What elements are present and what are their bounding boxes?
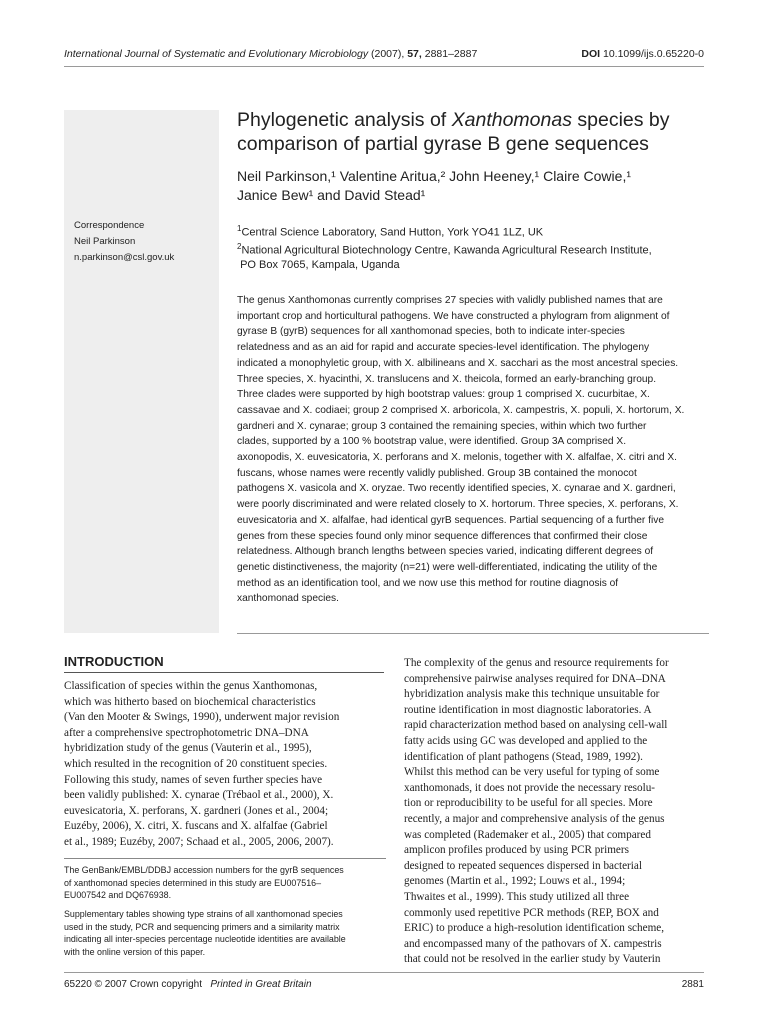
journal-pages: 2881–2887 (424, 48, 478, 60)
running-header (64, 48, 704, 60)
body-text-line: ERIC) to produce a high-resolution identification scheme, (404, 922, 665, 935)
journal-volume: 57, (407, 48, 422, 60)
body-text-line: commonly used repetitive PCR methods (REP, BOX and (404, 906, 659, 919)
body-text-line: Following this study, names of seven further species have (64, 773, 323, 786)
body-text-line: (Van den Mooter & Swings, 1990), underwent major revision (64, 711, 340, 724)
body-text-line: routine identification in most diagnostic laboratories. A (404, 703, 652, 716)
article-title (237, 108, 707, 156)
body-text-line: genomes (Martin et al., 1992; Louws et al., 1994; (404, 875, 626, 888)
copyright-text: 65220 © 2007 Crown copyright (64, 979, 203, 990)
body-text-line: The complexity of the genus and resource requirements for (404, 657, 669, 669)
abstract-line: gardneri and X. cynarae; group 3 contained the remaining species, within which two further (237, 420, 647, 432)
authors-line-1: Neil Parkinson,¹ Valentine Aritua,² John Heeney,¹ Claire Cowie,¹ (237, 168, 631, 184)
body-text-line: rapid characterization method based on analysing cell-wall (404, 719, 668, 732)
footnote-line: EU007542 and DQ676938. (64, 890, 172, 900)
footnote-line: with the online version of this paper. (64, 946, 206, 957)
body-text-line: euvesicatoria, X. perforans, X. gardneri (Jones et al., 2004; (64, 804, 329, 817)
body-text-line: designed to repeated sequences dispersed in bacterial (404, 859, 642, 872)
abstract-line: xanthomonad species. (237, 593, 339, 605)
affiliation-1-number: 1 (237, 224, 242, 233)
body-text-line: that could not be resolved in the earlier study by Vauterin (404, 953, 661, 966)
authors-line-2: Janice Bew¹ and David Stead¹ (237, 187, 426, 203)
page-number: 2881 (681, 979, 704, 990)
section-rule (64, 672, 384, 673)
doi-value: 10.1099/ijs.0.65220-0 (603, 48, 704, 60)
affiliation-1 (237, 222, 543, 240)
body-text-line: recently, a major and comprehensive analysis of the genus (404, 812, 665, 825)
body-text-line: Classification of species within the genus Xanthomonas, (64, 680, 318, 692)
body-column-left (64, 679, 386, 851)
affiliation-2-text-2: PO Box 7065, Kampala, Uganda (240, 258, 400, 271)
abstract-line: Three species, X. hyacinthi, X. translucens and X. theicola, formed an early-branching group. (237, 373, 657, 385)
correspondence-name: Neil Parkinson (74, 236, 136, 247)
body-text-line: which was hitherto based on biochemical characteristics (64, 695, 316, 708)
header-rule (64, 66, 704, 67)
body-text-line: amplicon profiles produced by using PCR primers (404, 844, 629, 857)
footnote-rule (64, 858, 386, 859)
title-genus: Xanthomonas (451, 109, 572, 131)
affiliation-2-number: 2 (237, 242, 242, 251)
footer-copyright (64, 979, 312, 990)
abstract-line: were poorly discriminated and were related closely to X. hortorum. Three species, X. perforans, X. (237, 499, 679, 511)
abstract-line: cassavae and X. codiaei; group 2 comprised X. arboricola, X. campestris, X. populi, X. hortorum, X. (237, 404, 685, 416)
body-text-line: after a comprehensive spectrophotometric DNA–DNA (64, 726, 309, 739)
body-text-line: Thwaites et al., 1999). This study utilized all three (404, 890, 630, 903)
affiliation-2 (237, 240, 652, 272)
correspondence-email: n.parkinson@csl.gov.uk (74, 252, 175, 263)
footnote-supplementary (64, 908, 389, 958)
body-text-line: hybridization study of the genus (Vauterin et al., 1995), (64, 742, 312, 755)
abstract-line: relatedness. Although branch lengths between species varied, indicating different degrees of (237, 546, 654, 558)
abstract-line: gyrase B (gyrB) sequences for all xanthomonad species, both to indicate inter-species (237, 326, 625, 338)
section-heading-introduction: INTRODUCTION (64, 654, 164, 669)
abstract-line: fuscans, whose names were recently validly published. Group 3B contained the monocot (237, 467, 637, 479)
body-text-line: tion or reproducibility to be useful for all species. More (404, 797, 653, 810)
title-text-2: species by (571, 109, 670, 131)
affiliation-1-text: Central Science Laboratory, Sand Hutton, York YO41 1LZ, UK (241, 226, 544, 239)
abstract-line: axonopodis, X. euvesicatoria, X. perforans and X. melonis, together with X. alfalfae, X. citri and X. (237, 452, 677, 464)
correspondence-heading: Correspondence (74, 220, 145, 231)
journal-name: International Journal of Systematic and Evolutionary Microbiology (64, 48, 369, 60)
footnote-line: used in the study, PCR and sequencing primers and a similarity matrix (64, 921, 340, 932)
body-text-line: hybridization analysis make this technique unsuitable for (404, 688, 660, 701)
abstract-line: relatedness and as an aid for rapid and accurate species-level identification. The phylogeny (237, 342, 650, 354)
body-text-line: which resulted in the recognition of 20 constituent species. (64, 757, 328, 770)
printed-text: Printed in Great Britain (210, 979, 312, 990)
affiliation-2-text-1: National Agricultural Biotechnology Centre, Kawanda Agricultural Research Institute, (241, 244, 652, 257)
footnote-accession (64, 864, 389, 902)
doi-label: DOI (581, 48, 601, 60)
body-text-line: identification of plant pathogens (Stead, 1989, 1992). (404, 750, 643, 763)
abstract-line: important crop and horticultural pathogens. We have constructed a phylogram from alignment of (237, 310, 670, 322)
correspondence-sidebar (64, 110, 219, 633)
body-text-line: et al., 1989; Euzéby, 2007; Schaad et al., 2005, 2006, 2007). (64, 835, 334, 848)
body-text-line: been validly published: X. cynarae (Trébaol et al., 2000), X. (64, 789, 334, 802)
abstract-line: genes from these species found only minor sequence differences that confirmed their close (237, 530, 648, 542)
abstract (237, 293, 709, 607)
abstract-line: Three clades were supported by high bootstrap values: group 1 comprised X. cucurbitae, X. (237, 389, 650, 401)
footnote-line: of xanthomonad species determined in this study are EU007516– (64, 877, 322, 888)
title-text-3: comparison of partial gyrase B gene sequences (237, 133, 649, 155)
abstract-line: pathogens X. vasicola and X. oryzae. Two recently identified species, X. cynarae and X. gardneri, (237, 483, 676, 495)
body-text-line: comprehensive pairwise analyses required for DNA–DNA (404, 672, 666, 685)
footnote-line: indicating all inter-species percentage nucleotide identities are available (64, 934, 346, 944)
body-text-line: Whilst this method can be very useful for typing of some (404, 766, 660, 779)
body-text-line: and encompassed many of the pathovars of X. campestris (404, 937, 662, 950)
footnote-line: The GenBank/EMBL/DDBJ accession numbers for the gyrB sequences (64, 865, 344, 875)
abstract-line: clades, supported by a 100 % bootstrap value, were identified. Group 3A comprised X. (237, 436, 627, 448)
body-text-line: Euzéby, 2006), X. citri, X. fuscans and X. alfalfae (Gabriel (64, 820, 328, 833)
abstract-rule (237, 633, 709, 634)
footer-rule (64, 972, 704, 973)
abstract-line: euvesicatoria and X. alfalfae, had identical gyrB sequences. Partial sequencing of a further five (237, 514, 664, 526)
journal-year: (2007), (371, 48, 405, 60)
body-text-line: fatty acids using GC was developed and applied to the (404, 734, 648, 747)
body-text-line: was completed (Rademaker et al., 2005) that compared (404, 828, 651, 841)
title-text-1: Phylogenetic analysis of (237, 109, 452, 131)
abstract-line: method as an identification tool, and we now use this method for routine diagnosis of (237, 577, 619, 589)
body-column-right (404, 656, 714, 968)
body-text-line: xanthomonads, it does not provide the necessary resolu- (404, 781, 656, 794)
doi (581, 48, 704, 60)
abstract-line: genetic distinctiveness, the majority (n=21) were well-differentiated, indicating the utility of the (237, 561, 658, 573)
abstract-line: indicated a monophyletic group, with X. albilineans and X. sacchari as the most ancestral species. (237, 357, 679, 369)
abstract-line: The genus Xanthomonas currently comprises 27 species with validly published names that are (237, 295, 663, 306)
footnote-line: Supplementary tables showing type strains of all xanthomonad species (64, 909, 343, 919)
author-list (237, 167, 707, 205)
